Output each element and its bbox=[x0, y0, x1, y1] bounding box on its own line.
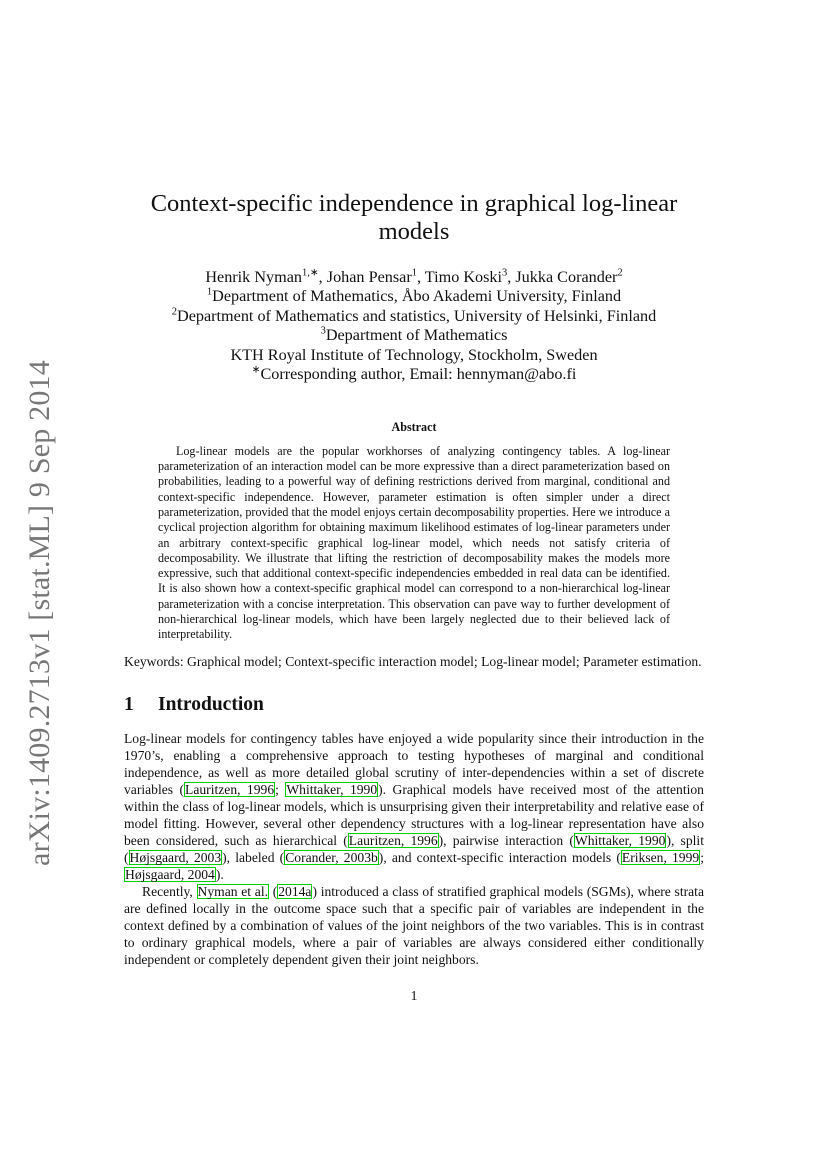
citation-link[interactable]: Whittaker, 1990 bbox=[574, 832, 666, 848]
arxiv-identifier-stamp bbox=[12, 360, 68, 866]
paper-page bbox=[124, 190, 704, 968]
citation-link[interactable]: 2014a bbox=[278, 883, 312, 899]
affiliation-line bbox=[124, 307, 704, 326]
affiliation-superscript: ∗ bbox=[251, 364, 261, 376]
author-superscript: 2 bbox=[617, 267, 623, 279]
citation-link[interactable]: Whittaker, 1990 bbox=[286, 781, 378, 797]
affiliation-text: Department of Mathematics bbox=[325, 326, 508, 345]
citation-link[interactable]: Højsgaard, 2003 bbox=[129, 849, 222, 865]
affiliation-list bbox=[124, 287, 704, 384]
abstract-text: Log-linear models are the popular workhorses of analyzing contingency tables. A log-linear parameterization of an interaction model can be more expressive than a direct parameterization based on probabilities, leading to a powerful way of defining restrictions derived from marginal, conditional and context-specific independence. However, parameter estimation is often simpler under a direct parameterization, provided that the model enjoys certain decomposability properties. Here we introduce a cyclical projection algorithm for obtaining maximum likelihood estimates of log-linear parameters under an arbitrary context-specific graphical log-linear model, which needs not satisfy criteria of decomposability. We illustrate that lifting the restriction of decomposability makes the models more expressive, such that additional context-specific independencies embedded in real data can be identified. It is also shown how a context-specific graphical model can correspond to a non-hierarchical log-linear parameterization with a concise interpretation. This observation can pave way to further development of non-hierarchical log-linear models, which have been largely neglected due to their believed lack of interpretability. bbox=[158, 443, 670, 642]
citation-link[interactable]: Corander, 2003b bbox=[285, 849, 378, 865]
affiliation-text: Corresponding author, Email: hennyman@abo.fi bbox=[260, 365, 577, 384]
citation-link[interactable]: Lauritzen, 1996 bbox=[348, 832, 438, 848]
author-names: Henrik Nyman$^{1,∗}$, Johan Pensar$^1$, Timo Koski$^3$, Jukka Corander$^2$ bbox=[205, 267, 623, 286]
section-title: Introduction bbox=[158, 693, 264, 715]
paragraph: Log-linear models for contingency tables have enjoyed a wide popularity since their introduction in the 1970’s, enabling a comprehensive approach to testing hypotheses of marginal and conditional independence, as well as more detailed global scrutiny of inter-dependencies within a set of discrete variables (Lauritzen, 1996; Whittaker, 1990). Graphical models have received most of the attention within the class of log-linear models, which is unsurprising given their interpretability and relative ease of model fitting. However, several other dependency structures with a log-linear representation have also been considered, such as hierarchical (Lauritzen, 1996), pairwise interaction (Whittaker, 1990), split (Højsgaard, 2003), labeled (Corander, 2003b), and context-specific interaction models (Eriksen, 1999; Højsgaard, 2004). bbox=[124, 730, 704, 882]
affiliation-text: KTH Royal Institute of Technology, Stockholm, Sweden bbox=[230, 345, 598, 364]
affiliation-superscript: 2 bbox=[171, 306, 177, 318]
affiliation-superscript: 3 bbox=[320, 325, 326, 337]
section-number: 1 bbox=[124, 693, 134, 715]
affiliation-line bbox=[124, 326, 704, 345]
citation-link[interactable]: Lauritzen, 1996 bbox=[185, 781, 275, 797]
author-name: Jukka Corander bbox=[515, 268, 618, 286]
author-block bbox=[124, 268, 704, 384]
paper-title: Context-specific independence in graphical log-linear models bbox=[150, 190, 678, 245]
section-body bbox=[124, 730, 704, 968]
affiliation-line bbox=[124, 346, 704, 365]
affiliation-line bbox=[124, 365, 704, 384]
arxiv-stamp-text: arXiv:1409.2713v1 [stat.ML] 9 Sep 2014 bbox=[23, 360, 56, 866]
page-number: 1 bbox=[410, 988, 418, 1003]
affiliation-line bbox=[124, 287, 704, 306]
affiliation-text: Department of Mathematics, Åbo Akademi University, Finland bbox=[212, 287, 622, 306]
affiliation-text: Department of Mathematics and statistics, University of Helsinki, Finland bbox=[177, 306, 657, 325]
paragraph: Recently, Nyman et al. (2014a) introduced a class of stratified graphical models (SGMs), where strata are defined locally in the outcome space such that a specific pair of variables are independent in the context defined by a combination of values of the joint neighbors of the two variables. This is in contrast to ordinary graphical models, where a pair of variables are always considered either conditionally independent or completely dependent given their joint neighbors. bbox=[124, 883, 704, 967]
author-name: Timo Koski bbox=[424, 268, 503, 286]
keywords: Keywords: Graphical model; Context-specific interaction model; Log-linear model; Parameter estimation. bbox=[124, 653, 702, 669]
citation-link[interactable]: Nyman et al. bbox=[197, 883, 268, 899]
citation-link[interactable]: Eriksen, 1999 bbox=[621, 849, 700, 865]
author-name: Henrik Nyman bbox=[205, 268, 302, 286]
abstract-heading: Abstract bbox=[391, 420, 437, 435]
affiliation-superscript: 1 bbox=[206, 287, 213, 299]
citation-link[interactable]: Højsgaard, 2004 bbox=[125, 866, 215, 882]
author-superscript: 1,∗ bbox=[301, 267, 319, 279]
author-name: Johan Pensar bbox=[326, 268, 412, 286]
author-superscript: 1 bbox=[411, 267, 417, 279]
abstract bbox=[124, 420, 704, 642]
section-heading bbox=[124, 694, 704, 716]
author-superscript: 3 bbox=[502, 267, 508, 279]
